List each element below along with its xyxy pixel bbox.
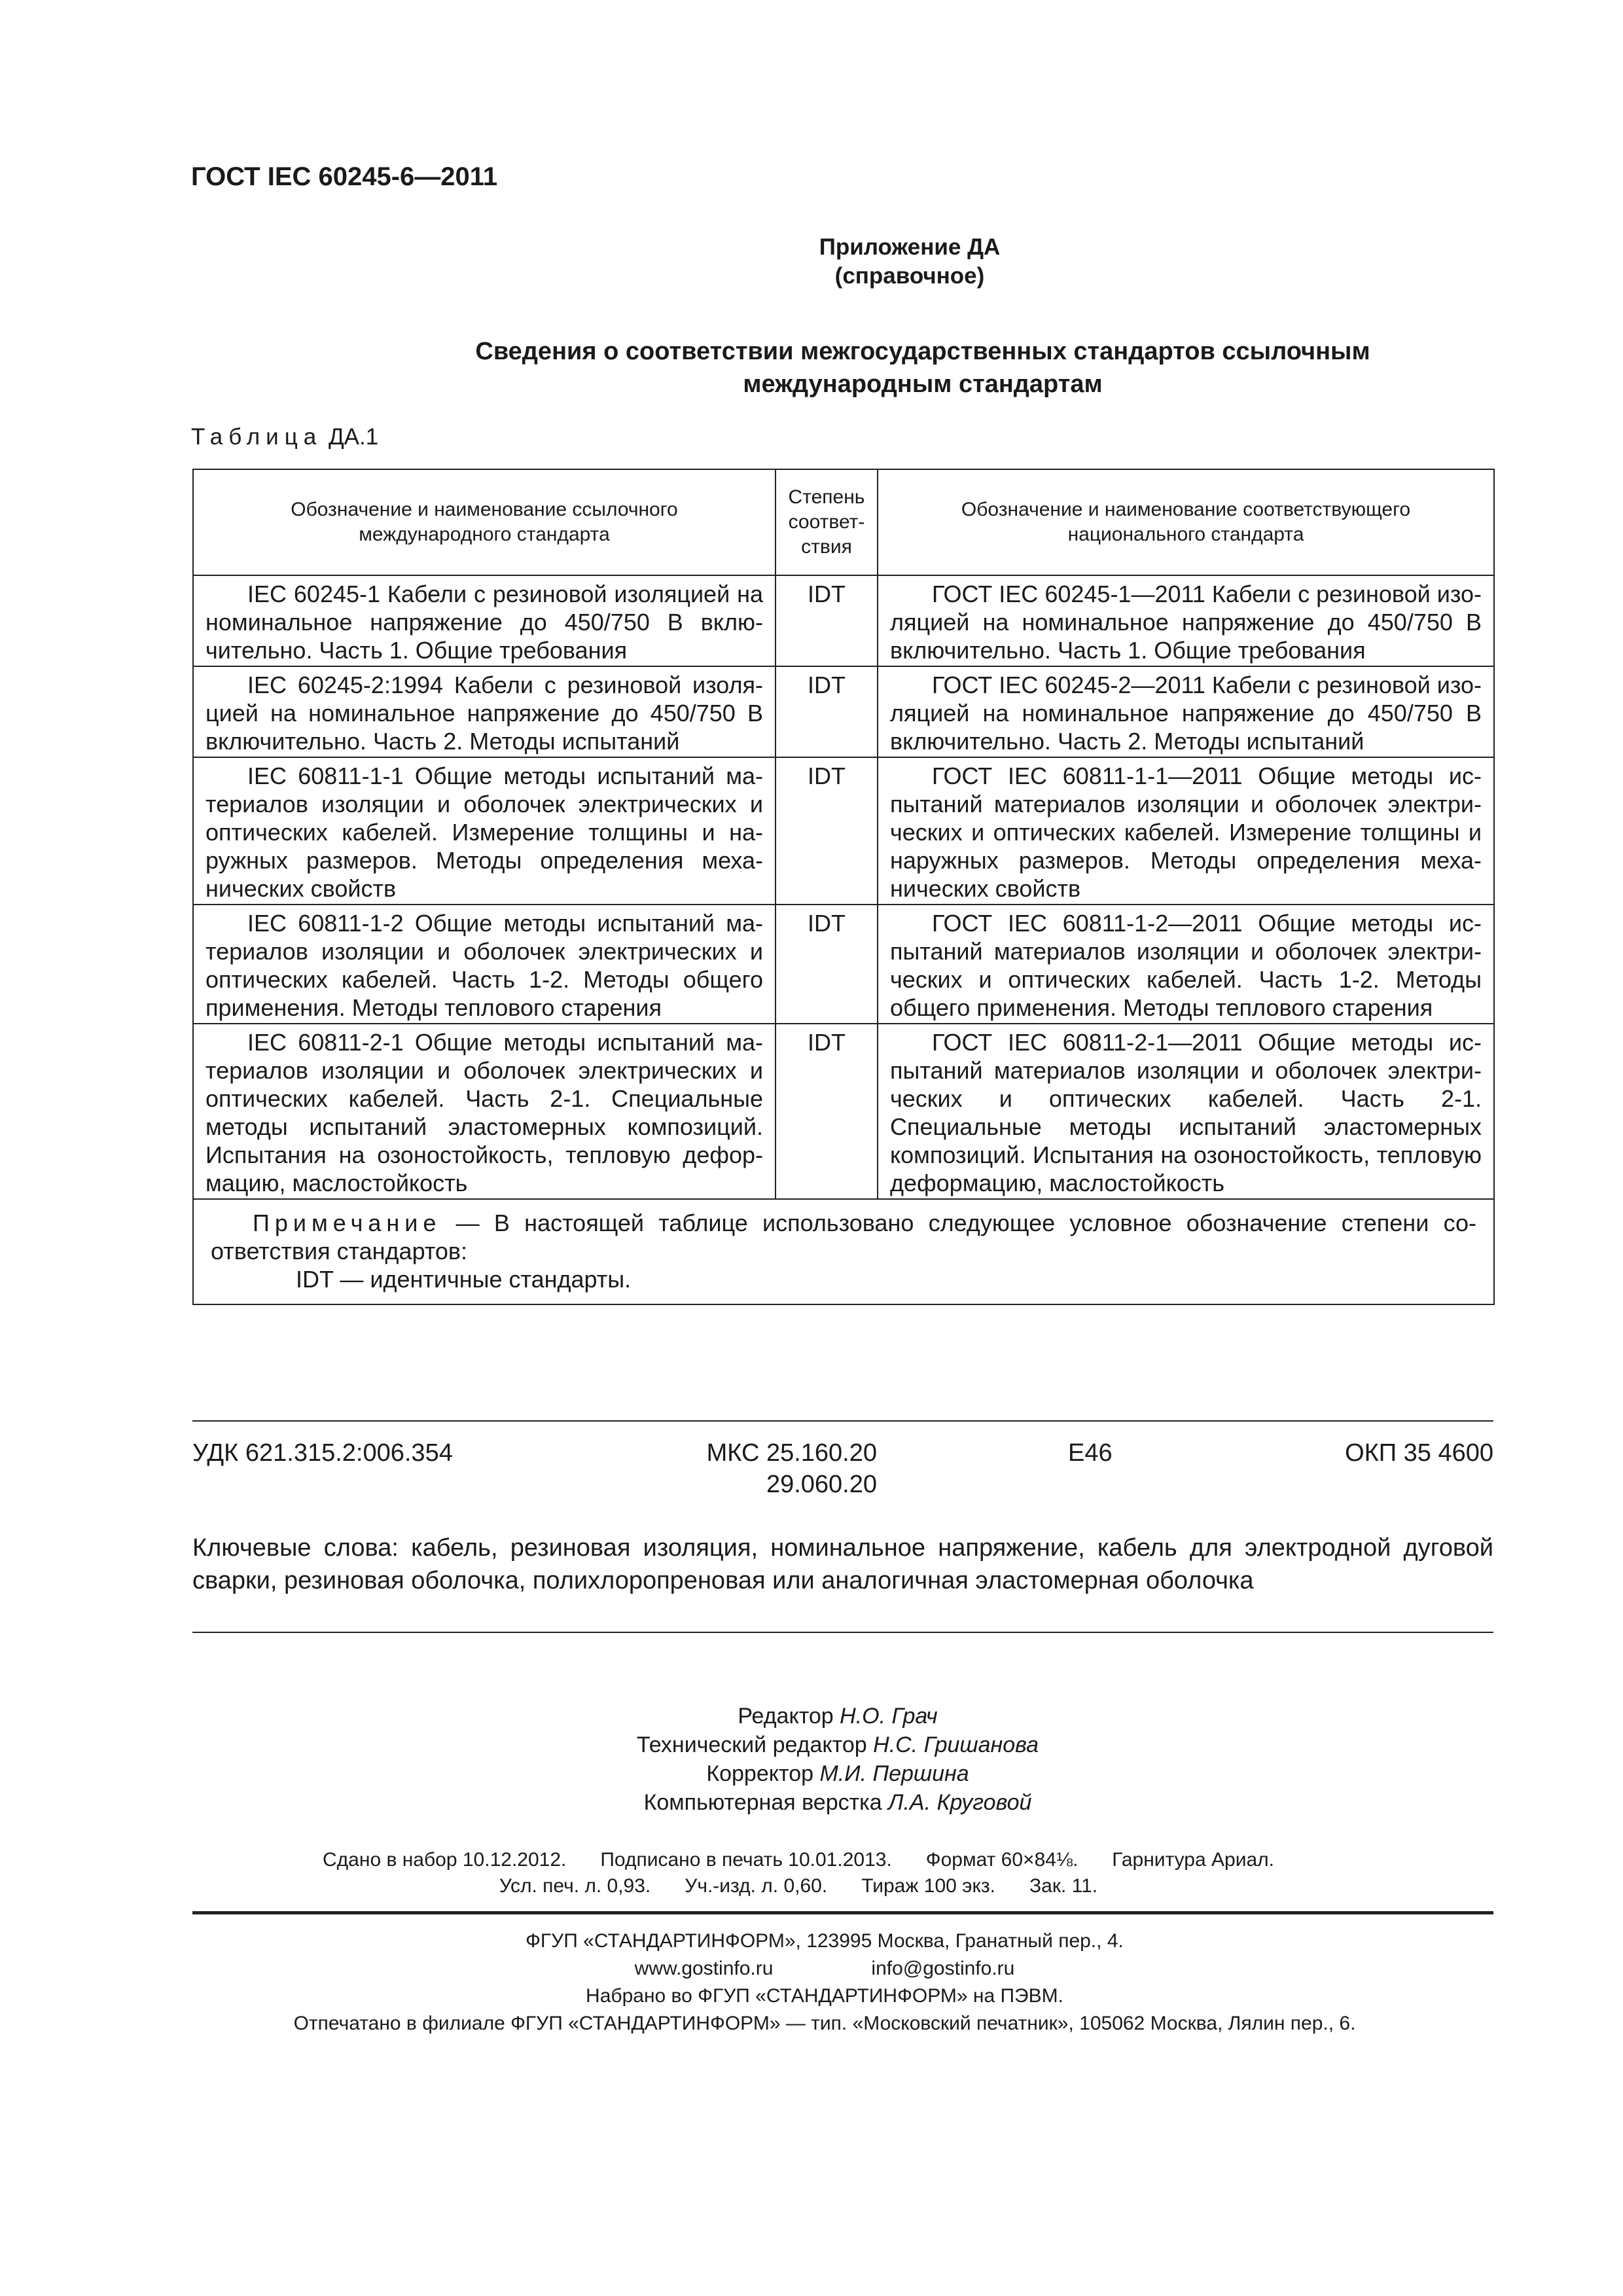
header-intl-standard: Обозначение и наименование ссылочного международного стандарта: [193, 469, 776, 575]
document-code: ГОСТ IEC 60245-6—2011: [191, 162, 498, 191]
standards-table: [192, 469, 1495, 1305]
intl-standard-cell: IEC 60245-2:1994 Кабели с резиновой изоляцией на номинальное напряжение до 450/750 В включительно. Часть 2. Методы испытаний: [193, 666, 776, 757]
mks-code: [681, 1437, 877, 1500]
table-note: [193, 1199, 1494, 1304]
publication-line2: [0, 1873, 1610, 1899]
publication-field: Гарнитура Ариал.: [1112, 1849, 1274, 1871]
page-title: [111, 335, 1623, 401]
credit-tech-editor: [26, 1731, 1623, 1759]
publication-field: Тираж 100 экз.: [861, 1875, 996, 1897]
intl-standard-cell: IEC 60811-1-2 Общие методы испытаний материалов изоляции и оболочек электрических и оптических кабелей. Часть 1-2. Методы общего применения. Методы теплового старения: [193, 905, 776, 1024]
table-row: [193, 1024, 1494, 1199]
publisher-footer: [13, 1928, 1623, 2037]
typeset-info: Набрано во ФГУП «СТАНДАРТИНФОРМ» на ПЭВМ.: [586, 1985, 1063, 2007]
publication-field: Подписано в печать 10.01.2013.: [600, 1849, 892, 1871]
publication-field: Сдано в набор 10.12.2012.: [323, 1849, 567, 1871]
national-standard-cell: ГОСТ IEC 60811-2-1—2011 Общие методы испытаний материалов изоляции и оболочек электрических и оптических кабелей. Часть 2-1. Специальные методы испытаний эластомерных композиций. Испытания на озоностойкость, тепловую деформацию, маслостойкость: [878, 1024, 1494, 1199]
appendix-heading: [98, 233, 1623, 291]
national-standard-cell: ГОСТ IEC 60245-2—2011 Кабели с резиновой изоляцией на номинальное напряжение до 450/750 В включительно. Часть 2. Методы испытаний: [878, 666, 1494, 757]
table-row: [193, 905, 1494, 1024]
publication-field: Уч.-изд. л. 0,60.: [685, 1875, 828, 1897]
divider-thick: [192, 1911, 1493, 1914]
publication-info: [0, 1847, 1610, 1899]
credit-layout: [26, 1788, 1623, 1817]
publisher-address: ФГУП «СТАНДАРТИНФОРМ», 123995 Москва, Гранатный пер., 4.: [526, 1930, 1124, 1952]
publication-line1: [0, 1847, 1610, 1873]
appendix-subtitle: (справочное): [834, 263, 985, 289]
printed-info: Отпечатано в филиале ФГУП «СТАНДАРТИНФОРМ» — тип. «Московский печатник», 105062 Москва, Лялин пер., 6.: [293, 2013, 1356, 2034]
publication-field: Зак. 11.: [1029, 1875, 1098, 1897]
national-standard-cell: ГОСТ IEC 60811-1-2—2011 Общие методы испытаний материалов изоляции и оболочек электрических и оптических кабелей. Часть 1-2. Методы общего применения. Методы теплового старения: [878, 905, 1494, 1024]
credit-editor: [26, 1702, 1623, 1731]
page-title-line2: международным стандартам: [743, 370, 1103, 398]
credit-name: Н.С. Гришанова: [873, 1732, 1039, 1757]
appendix-title: Приложение ДА: [819, 234, 1001, 260]
national-standard-cell: ГОСТ IEC 60811-1-1—2011 Общие методы испытаний материалов изоляции и оболочек электрических и оптических кабелей. Измерение толщины и наружных размеров. Методы определения механических свойств: [878, 757, 1494, 905]
table-header-row: [193, 469, 1494, 575]
header-degree-line3: ствия: [801, 536, 852, 558]
credit-role: Технический редактор: [636, 1732, 867, 1757]
publisher-contacts: [13, 1955, 1623, 1982]
publication-field: Усл. печ. л. 0,93.: [499, 1875, 651, 1897]
header-degree-line1: Степень: [788, 486, 865, 508]
divider: [192, 1420, 1493, 1422]
header-degree: [776, 469, 878, 575]
credit-role: Редактор: [738, 1704, 834, 1729]
note-body: — В настоящей таблице использовано следующее условное обозначение степени соответствия стандартов:: [211, 1210, 1476, 1265]
note-text: [211, 1209, 1476, 1265]
table-row: [193, 575, 1494, 666]
email-link[interactable]: info@gostinfo.ru: [871, 1958, 1015, 1979]
mks-code-line2: 29.060.20: [766, 1471, 877, 1498]
intl-standard-cell: IEC 60245-1 Кабели с резиновой изоляцией на номинальное напряжение до 450/750 В включительно. Часть 1. Общие требования: [193, 575, 776, 666]
credit-name: Н.О. Грач: [840, 1704, 938, 1729]
okp-code: ОКП 35 4600: [1345, 1439, 1493, 1467]
table-row: [193, 666, 1494, 757]
e-code: Е46: [1068, 1439, 1113, 1467]
credit-role: Корректор: [706, 1761, 814, 1786]
credit-name: Л.А. Круговой: [888, 1790, 1032, 1815]
degree-cell: IDT: [776, 1024, 878, 1199]
header-national-standard: Обозначение и наименование соответствующего национального стандарта: [878, 469, 1494, 575]
table-row: [193, 757, 1494, 905]
credit-proofreader: [26, 1759, 1623, 1788]
table-caption-number: ДА.1: [328, 424, 379, 450]
degree-cell: IDT: [776, 757, 878, 905]
page-title-line1: Сведения о соответствии межгосударственных стандартов ссылочным: [475, 338, 1370, 365]
credit-role: Компьютерная верстка: [643, 1790, 882, 1815]
keywords: Ключевые слова: кабель, резиновая изоляция, номинальное напряжение, кабель для электродной дуговой сварки, резиновая оболочка, полихлоропреновая или аналогичная эластомерная оболочка: [192, 1534, 1493, 1594]
mks-code-line1: МКС 25.160.20: [706, 1439, 877, 1467]
table-caption: [191, 424, 378, 450]
note-heading: Примечание: [253, 1210, 442, 1236]
publication-field: Формат 60×84⅛.: [925, 1849, 1079, 1871]
intl-standard-cell: IEC 60811-2-1 Общие методы испытаний материалов изоляции и оболочек электрических и оптических кабелей. Часть 2-1. Специальные методы испытаний эластомерных композиций. Испытания на озоностойкость, тепловую деформацию, маслостойкость: [193, 1024, 776, 1199]
header-degree-line2: соответ-: [788, 511, 865, 533]
degree-cell: IDT: [776, 575, 878, 666]
intl-standard-cell: IEC 60811-1-1 Общие методы испытаний материалов изоляции и оболочек электрических и оптических кабелей. Измерение толщины и наружных размеров. Методы определения механических свойств: [193, 757, 776, 905]
divider: [192, 1632, 1493, 1633]
degree-cell: IDT: [776, 905, 878, 1024]
credit-name: М.И. Першина: [819, 1761, 969, 1786]
udk-code: УДК 621.315.2:006.354: [192, 1439, 453, 1467]
degree-cell: IDT: [776, 666, 878, 757]
table-caption-word: Таблица: [191, 424, 323, 450]
credits: [26, 1702, 1623, 1817]
website-link[interactable]: www.gostinfo.ru: [634, 1958, 774, 1979]
national-standard-cell: ГОСТ IEC 60245-1—2011 Кабели с резиновой изоляцией на номинальное напряжение до 450/750 В включительно. Часть 1. Общие требования: [878, 575, 1494, 666]
note-legend: IDT — идентичные стандарты.: [296, 1266, 632, 1293]
table-note-row: [193, 1199, 1494, 1304]
